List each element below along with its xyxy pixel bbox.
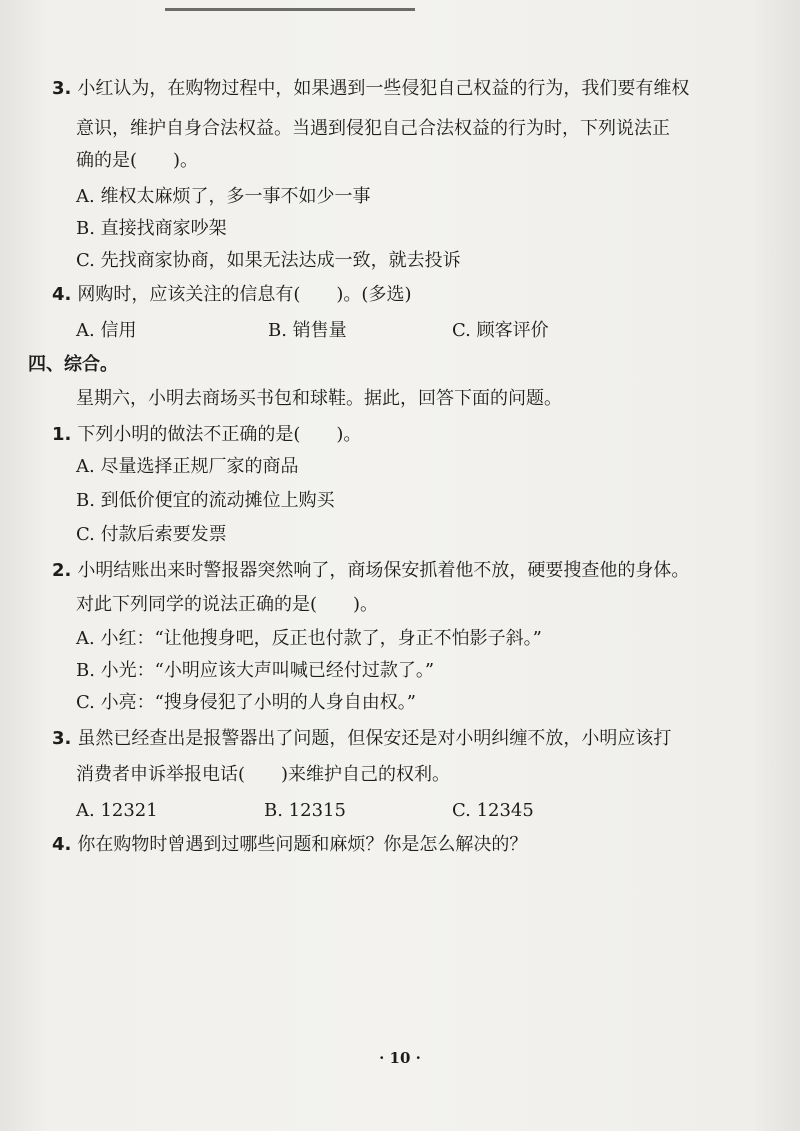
section-heading: 四、综合。: [28, 354, 118, 375]
s3-option-a: A. 12321: [76, 800, 158, 821]
top-rule: [165, 8, 415, 11]
q3-option-c: C. 先找商家协商，如果无法达成一致，就去投诉: [76, 250, 461, 271]
q3-option-a: A. 维权太麻烦了，多一事不如少一事: [76, 186, 371, 207]
s2-option-c: C. 小亮：“搜身侵犯了小明的人身自由权。”: [76, 692, 416, 713]
s1-text: 下列小明的做法不正确的是( )。: [77, 424, 362, 445]
s4-number: 4.: [52, 834, 72, 855]
s1-option-a: A. 尽量选择正规厂家的商品: [76, 456, 299, 477]
q4-option-a: A. 信用: [76, 320, 137, 341]
q4-stem: [52, 284, 411, 306]
q3-line3: 确的是( )。: [76, 150, 199, 171]
q3-number: 3.: [52, 78, 72, 99]
s1-option-b: B. 到低价便宜的流动摊位上购买: [76, 490, 335, 511]
s1-number: 1.: [52, 424, 72, 445]
s3-line1: [52, 728, 671, 750]
s1-option-c: C. 付款后索要发票: [76, 524, 227, 545]
q3-text-line1: 小红认为，在购物过程中，如果遇到一些侵犯自己权益的行为，我们要有维权: [77, 78, 690, 99]
scenario-intro: 星期六，小明去商场买书包和球鞋。据此，回答下面的问题。: [76, 388, 562, 409]
q4-option-c: C. 顾客评价: [452, 320, 549, 341]
q3-line2: 意识，维护自身合法权益。当遇到侵犯自己合法权益的行为时，下列说法正: [76, 118, 670, 139]
q4-option-b: B. 销售量: [268, 320, 347, 341]
s4-stem: [52, 834, 527, 856]
s3-number: 3.: [52, 728, 72, 749]
s2-text-line1: 小明结账出来时警报器突然响了，商场保安抓着他不放，硬要搜查他的身体。: [77, 560, 690, 581]
s2-option-b: B. 小光：“小明应该大声叫喊已经付过款了。”: [76, 660, 435, 681]
s2-number: 2.: [52, 560, 72, 581]
s3-line2: 消费者申诉举报电话( )来维护自己的权利。: [76, 764, 451, 785]
q4-number: 4.: [52, 284, 72, 305]
s2-option-a: A. 小红：“让他搜身吧，反正也付款了，身正不怕影子斜。”: [76, 628, 542, 649]
s3-text-line1: 虽然已经查出是报警器出了问题，但保安还是对小明纠缠不放，小明应该打: [77, 728, 672, 749]
q4-text: 网购时，应该关注的信息有( )。(多选): [77, 284, 412, 305]
page-number: · 10 ·: [379, 1049, 421, 1067]
s3-option-c: C. 12345: [452, 800, 534, 821]
s4-text: 你在购物时曾遇到过哪些问题和麻烦？你是怎么解决的？: [77, 834, 528, 855]
q3-option-b: B. 直接找商家吵架: [76, 218, 227, 239]
q3-line1: [52, 78, 689, 100]
s2-line2: 对此下列同学的说法正确的是( )。: [76, 594, 379, 615]
s2-line1: [52, 560, 689, 582]
s3-option-b: B. 12315: [264, 800, 346, 821]
s1-stem: [52, 424, 361, 446]
